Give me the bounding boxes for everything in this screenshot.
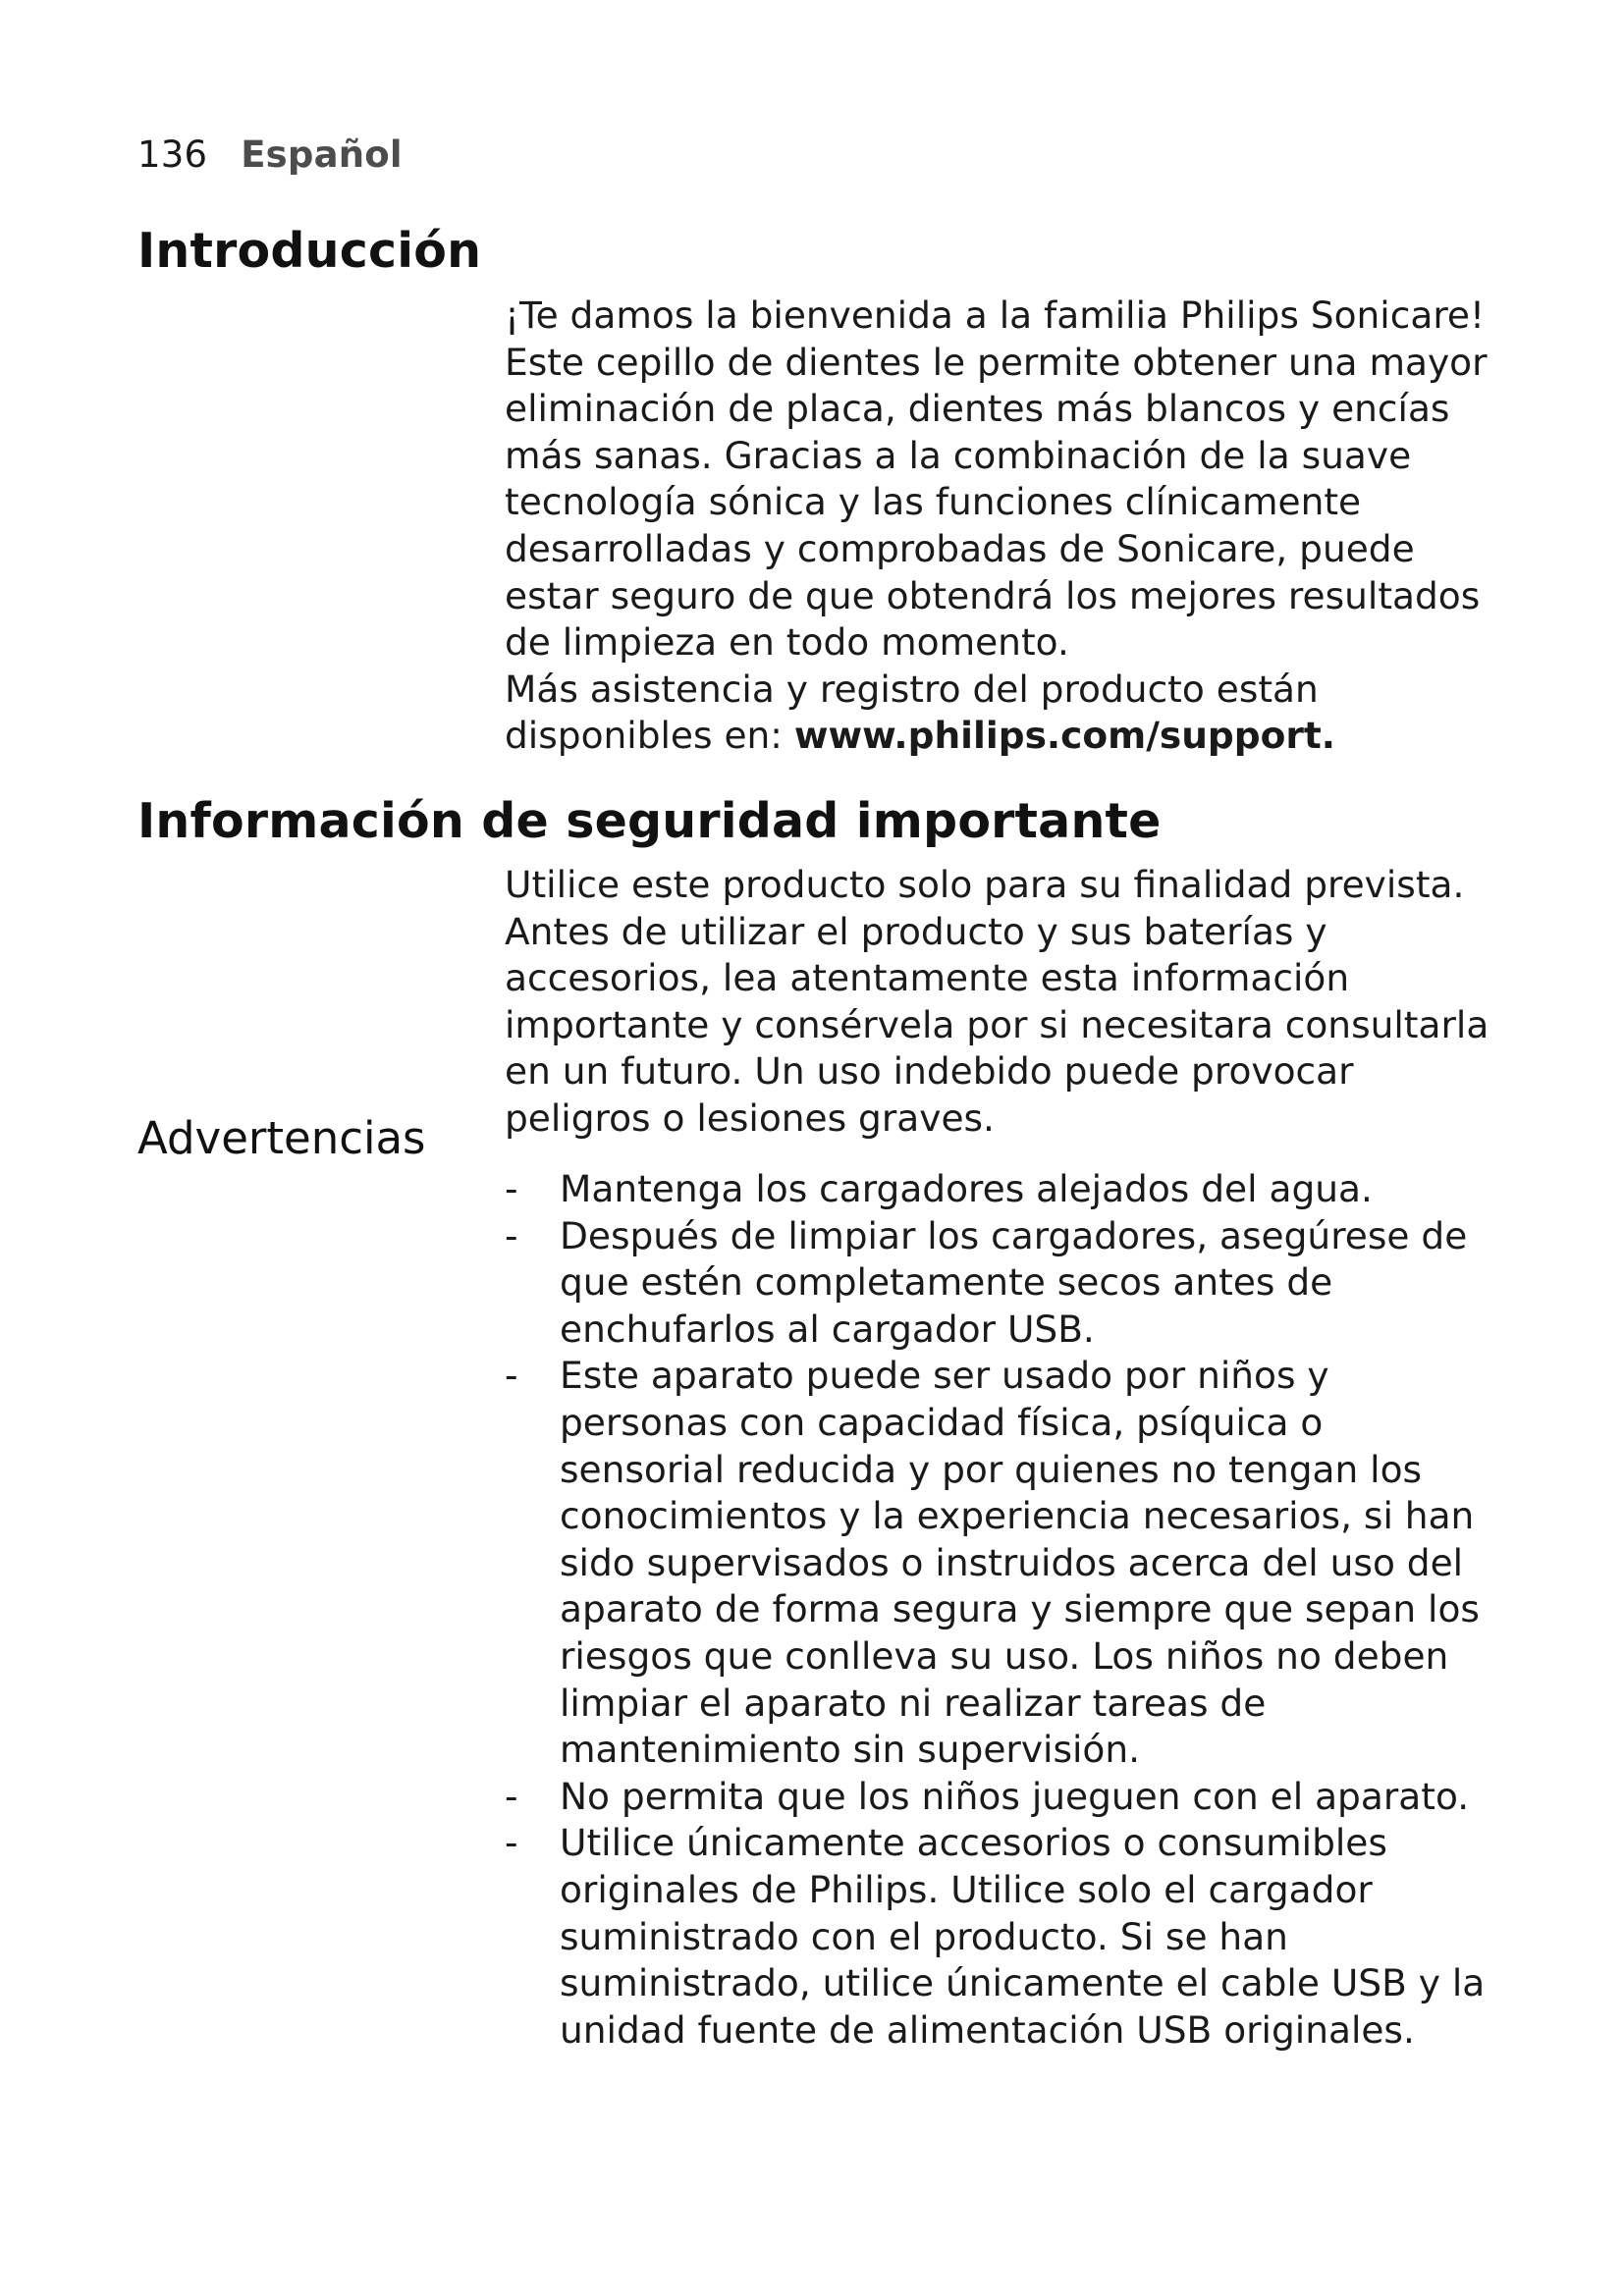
warnings-heading: Advertencias: [137, 1112, 426, 1164]
list-bullet: -: [505, 1213, 518, 1257]
list-item: [505, 1353, 1496, 1773]
introduction-heading: Introducción: [137, 223, 482, 279]
support-paragraph: [505, 667, 1496, 760]
safety-body: [505, 862, 1496, 1143]
list-item: [505, 1166, 1496, 1213]
safety-paragraph: Utilice este producto solo para su finalidad prevista. Antes de utilizar el producto y sus baterías y accesorios, lea atentamente esta información importante y consérvela por si necesitara consultarla en un futuro. Un uso indebido puede provocar peligros o lesiones graves.: [505, 863, 1489, 1140]
list-item: [505, 1820, 1496, 2054]
support-text: Más asistencia y registro del producto están disponibles en:: [505, 667, 1319, 758]
page-language: Español: [241, 133, 403, 176]
list-bullet: -: [505, 1821, 518, 1865]
list-bullet: -: [505, 1354, 518, 1398]
warnings-list: [505, 1166, 1496, 2054]
support-link[interactable]: www.philips.com/support.: [793, 714, 1336, 758]
warning-text: No permita que los niños jueguen con el aparato.: [560, 1774, 1470, 1818]
warning-text: Después de limpiar los cargadores, asegúrese de que estén completamente secos antes de enchufarlos al cargador USB.: [560, 1213, 1468, 1351]
introduction-body: [505, 293, 1496, 760]
list-bullet: -: [505, 1774, 518, 1818]
warning-text: Este aparato puede ser usado por niños y personas con capacidad física, psíquica o sensorial reducida y por quienes no tengan los conocimientos y la experiencia necesarios, si han sido supervisados o instruidos acerca del uso del aparato de forma segura y siempre que sepan los riesgos que conlleva su uso. Los niños no deben limpiar el aparato ni realizar tareas de mantenimiento sin supervisión.: [560, 1354, 1480, 1772]
warning-text: Utilice únicamente accesorios o consumibles originales de Philips. Utilice solo el cargador suministrado con el producto. Si se han suministrado, utilice únicamente el cable USB y la unidad fuente de alimentación USB originales.: [560, 1821, 1486, 2052]
introduction-paragraph: ¡Te damos la bienvenida a la familia Philips Sonicare! Este cepillo de dientes le permite obtener una mayor eliminación de placa, dientes más blancos y encías más sanas. Gracias a la combinación de la suave tecnología sónica y las funciones clínicamente desarrolladas y comprobadas de Sonicare, puede estar seguro de que obtendrá los mejores resultados de limpieza en todo momento.: [505, 294, 1488, 665]
warning-text: Mantenga los cargadores alejados del agua.: [560, 1167, 1373, 1210]
list-item: [505, 1213, 1496, 1354]
safety-heading: Información de seguridad importante: [137, 793, 1162, 849]
list-item: [505, 1774, 1496, 1821]
page-number: 136: [137, 133, 208, 176]
page-header: [137, 128, 403, 183]
list-bullet: -: [505, 1167, 518, 1210]
